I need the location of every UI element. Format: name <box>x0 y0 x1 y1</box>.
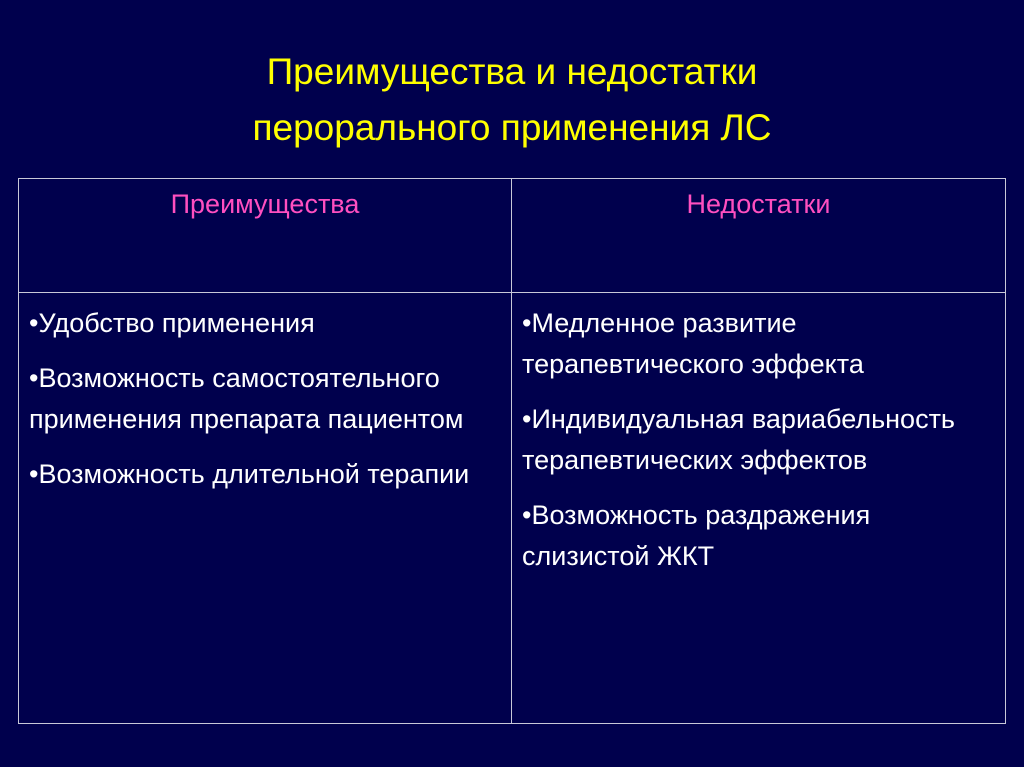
disadvantage-item: •Медленное развитие терапевтического эффекта <box>522 308 864 379</box>
advantage-item: •Возможность самостоятельного применения препарата пациентом <box>29 363 464 434</box>
header-advantages: Преимущества <box>19 179 512 293</box>
slide-title-line-2: перорального применения ЛС <box>252 107 772 148</box>
header-disadvantages: Недостатки <box>512 179 1006 293</box>
advantages-cell <box>19 293 512 724</box>
slide-title <box>0 44 1024 156</box>
advantage-item: •Возможность длительной терапии <box>29 459 470 489</box>
table-header-row <box>19 179 1006 293</box>
disadvantages-cell <box>512 293 1006 724</box>
table-body-row <box>19 293 1006 724</box>
slide-title-line-1: Преимущества и недостатки <box>266 51 758 92</box>
comparison-table <box>18 178 1006 724</box>
disadvantage-item: •Возможность раздражения слизистой ЖКТ <box>522 500 871 571</box>
advantage-item: •Удобство применения <box>29 308 315 338</box>
disadvantage-item: •Индивидуальная вариабельность терапевтических эффектов <box>522 404 956 475</box>
